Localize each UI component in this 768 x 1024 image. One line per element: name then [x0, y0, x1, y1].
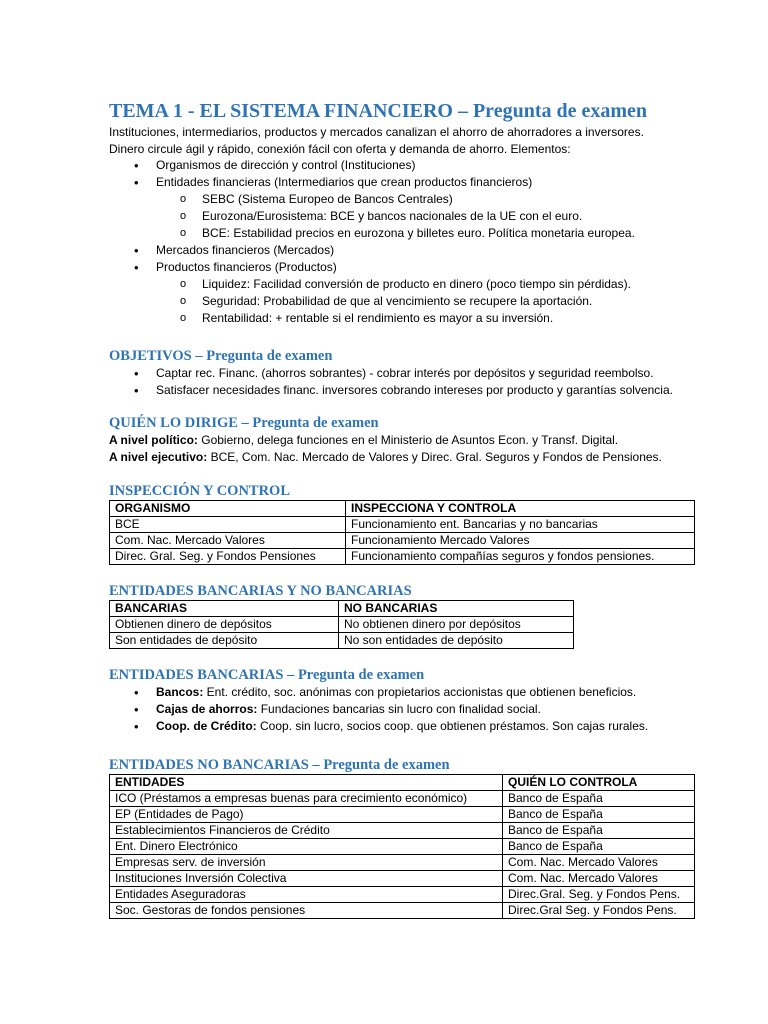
list-item: o Liquidez: Facilidad conversión de producto en dinero (poco tiempo sin pérdidas).: [109, 276, 709, 293]
table-cell: Direc.Gral Seg. y Fondos Pens.: [503, 903, 695, 919]
table-row: [110, 823, 695, 839]
list-item: • Satisfacer necesidades financ. inversores cobrando intereses por producto y garantías solvencia.: [109, 382, 709, 399]
table-header: INSPECCIONA Y CONTROLA: [346, 501, 695, 517]
table-header: QUIÉN LO CONTROLA: [503, 775, 695, 791]
table-row: [110, 517, 695, 533]
section-heading-objetivos: OBJETIVOS – Pregunta de examen: [109, 348, 333, 364]
table-cell: BCE: [110, 517, 346, 533]
dirige-ejecutivo: A nivel ejecutivo: BCE, Com. Nac. Mercado de Valores y Direc. Gral. Seguros y Fondos de Pensiones.: [109, 449, 662, 464]
list-item: o Rentabilidad: + rentable si el rendimiento es mayor a su inversión.: [109, 310, 709, 327]
table-cell: Banco de España: [503, 807, 695, 823]
table-row: [110, 871, 695, 887]
bancarias-list: [109, 684, 709, 735]
entidades-sublist: [109, 191, 709, 242]
table-cell: Obtienen dinero de depósitos: [110, 617, 339, 633]
table-cell: Soc. Gestoras de fondos pensiones: [110, 903, 503, 919]
table-row: [110, 617, 574, 633]
list-item: • Cajas de ahorros: Fundaciones bancarias sin lucro con finalidad social.: [109, 701, 709, 718]
elements-list: [109, 157, 709, 327]
list-item: • Mercados financieros (Mercados): [109, 242, 709, 259]
table-cell: Funcionamiento compañías seguros y fondos pensiones.: [346, 549, 695, 565]
objetivos-list: [109, 365, 709, 399]
table-row: [110, 903, 695, 919]
table-header-row: [110, 601, 574, 617]
table-cell: Empresas serv. de inversión: [110, 855, 503, 871]
list-item: o Seguridad: Probabilidad de que al vencimiento se recupere la aportación.: [109, 293, 709, 310]
intro-line: Dinero circule ágil y rápido, conexión fácil con oferta y demanda de ahorro. Elementos:: [109, 141, 571, 156]
dirige-politico: A nivel político: Gobierno, delega funciones en el Ministerio de Asuntos Econ. y Transf. Digital.: [109, 433, 619, 447]
table-cell: ICO (Préstamos a empresas buenas para crecimiento económico): [110, 791, 503, 807]
no-bancarias-table: [109, 774, 695, 919]
list-item: • Organismos de dirección y control (Instituciones): [109, 157, 709, 174]
list-item: o Eurozona/Eurosistema: BCE y bancos nacionales de la UE con el euro.: [109, 208, 709, 225]
list-item: • Entidades financieras (Intermediarios que crean productos financieros) o SEBC (Sistema Europeo de Bancos Centrales) o Eurozona/Eurosistema: BCE y bancos nacionales de la UE con el euro. o BCE: Estabilidad precios en eurozona y billetes euro. Política monetaria europea.: [109, 174, 709, 242]
table-cell: Com. Nac. Mercado Valores: [503, 871, 695, 887]
table-cell: Banco de España: [503, 823, 695, 839]
table-row: [110, 791, 695, 807]
table-header: ORGANISMO: [110, 501, 346, 517]
list-item: • Bancos: Ent. crédito, soc. anónimas con propietarios accionistas que obtienen beneficios.: [109, 684, 709, 701]
page-title: TEMA 1 - EL SISTEMA FINANCIERO – Pregunta de examen: [109, 100, 648, 122]
table-cell: EP (Entidades de Pago): [110, 807, 503, 823]
list-item: • Captar rec. Financ. (ahorros sobrantes) - cobrar interés por depósitos y seguridad reembolso.: [109, 365, 709, 382]
table-cell: Ent. Dinero Electrónico: [110, 839, 503, 855]
section-heading-dirige: QUIÉN LO DIRIGE – Pregunta de examen: [109, 415, 379, 431]
list-item: o BCE: Estabilidad precios en eurozona y billetes euro. Política monetaria europea.: [109, 225, 709, 242]
table-row: [110, 633, 574, 649]
table-cell: Com. Nac. Mercado Valores: [110, 533, 346, 549]
productos-sublist: [109, 276, 709, 327]
table-header-row: [110, 775, 695, 791]
table-row: [110, 549, 695, 565]
table-cell: Funcionamiento ent. Bancarias y no bancarias: [346, 517, 695, 533]
section-heading-inspeccion: INSPECCIÓN Y CONTROL: [109, 483, 291, 499]
table-row: [110, 807, 695, 823]
table-header: BANCARIAS: [110, 601, 339, 617]
table-cell: Com. Nac. Mercado Valores: [503, 855, 695, 871]
table-cell: Entidades Aseguradoras: [110, 887, 503, 903]
table-header: ENTIDADES: [110, 775, 503, 791]
table-row: [110, 855, 695, 871]
list-item: • Coop. de Crédito: Coop. sin lucro, socios coop. que obtienen préstamos. Son cajas rurales.: [109, 718, 709, 735]
intro-line: Instituciones, intermediarios, productos y mercados canalizan el ahorro de ahorradores a inversores.: [109, 125, 644, 139]
table-header-row: [110, 501, 695, 517]
table-cell: Direc. Gral. Seg. y Fondos Pensiones: [110, 549, 346, 565]
table-cell: No son entidades de depósito: [339, 633, 574, 649]
inspeccion-table: [109, 500, 695, 565]
document-content: [109, 98, 709, 919]
table-row: [110, 887, 695, 903]
list-item: o SEBC (Sistema Europeo de Bancos Centrales): [109, 191, 709, 208]
table-cell: Son entidades de depósito: [110, 633, 339, 649]
list-item: • Productos financieros (Productos) o Liquidez: Facilidad conversión de producto en dinero (poco tiempo sin pérdidas). o Seguridad: Probabilidad de que al vencimiento se recupere la aportación. o Rentabilidad: + rentable si el rendimiento es mayor a su inversión.: [109, 259, 709, 327]
section-heading-no-bancarias: ENTIDADES NO BANCARIAS – Pregunta de examen: [109, 757, 450, 773]
table-cell: Establecimientos Financieros de Crédito: [110, 823, 503, 839]
section-heading-bancarias: ENTIDADES BANCARIAS – Pregunta de examen: [109, 667, 425, 683]
table-cell: Banco de España: [503, 791, 695, 807]
bancarias-no-bancarias-table: [109, 600, 574, 649]
table-cell: Banco de España: [503, 839, 695, 855]
table-row: [110, 533, 695, 549]
section-heading-bancarias-no-bancarias: ENTIDADES BANCARIAS Y NO BANCARIAS: [109, 583, 412, 599]
table-cell: No obtienen dinero por depósitos: [339, 617, 574, 633]
table-header: NO BANCARIAS: [339, 601, 574, 617]
table-row: [110, 839, 695, 855]
table-cell: Direc.Gral. Seg. y Fondos Pens.: [503, 887, 695, 903]
table-cell: Funcionamiento Mercado Valores: [346, 533, 695, 549]
table-cell: Instituciones Inversión Colectiva: [110, 871, 503, 887]
